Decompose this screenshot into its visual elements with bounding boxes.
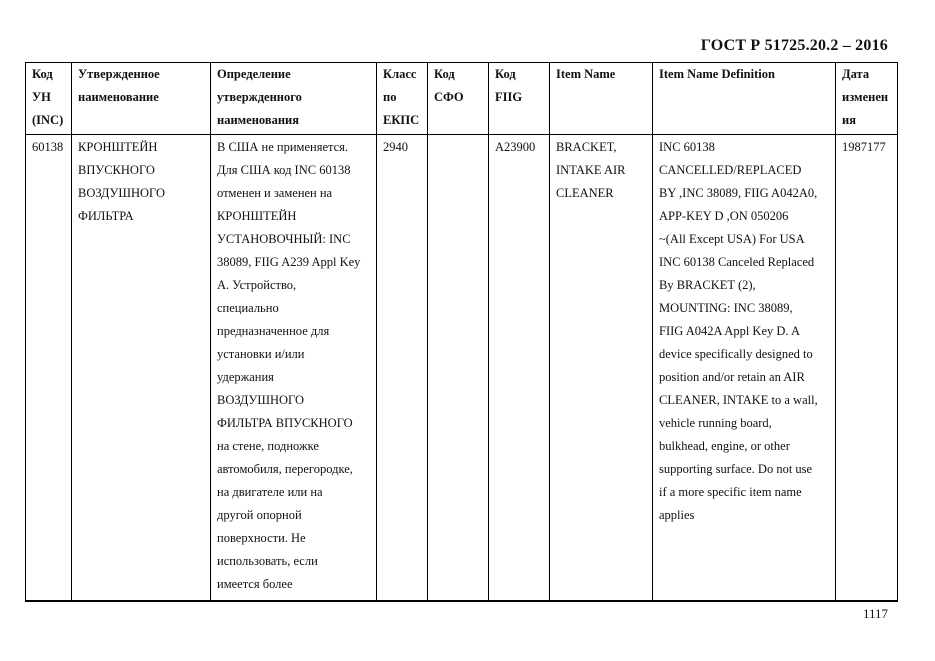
col-header-fiig-code: Код FIIG bbox=[489, 63, 550, 135]
cell-inc: 60138 bbox=[26, 135, 72, 602]
document-standard-title: ГОСТ Р 51725.20.2 – 2016 bbox=[700, 37, 888, 54]
table-header-row bbox=[26, 63, 898, 135]
cell-item-name-definition: INC 60138 CANCELLED/REPLACED BY ,INC 38089, FIIG A042A0, APP-KEY D ,ON 050206 ~(All Except USA) For USA INC 60138 Canceled Replaced By BRACKET (2), MOUNTING: INC 38089, FIIG A042A Appl Key D. A device specifically designed to position and/or retain an AIR CLEANER, INTAKE to a wall, vehicle running board, bulkhead, engine, or other supporting surface. Do not use if a more specific item name applies bbox=[653, 135, 836, 602]
col-header-inc: Код УН (INC) bbox=[26, 63, 72, 135]
col-header-approved-name: Утвержденное наименование bbox=[72, 63, 211, 135]
cell-definition: В США не применяется. Для США код INC 60138 отменен и заменен на КРОНШТЕЙН УСТАНОВОЧНЫЙ: INC 38089, FIIG A239 Appl Key A. Устройство, специально предназначенное для установки и/или удержания ВОЗДУШНОГО ФИЛЬТРА ВПУСКНОГО на стене, подножке автомобиля, перегородке, на двигателе или на другой опорной поверхности. Не использовать, если имеется более bbox=[211, 135, 377, 602]
cell-fiig-code: A23900 bbox=[489, 135, 550, 602]
cell-ekps-class: 2940 bbox=[377, 135, 428, 602]
col-header-item-name: Item Name bbox=[550, 63, 653, 135]
cell-sfo-code bbox=[428, 135, 489, 602]
col-header-ekps-class: Класс по ЕКПС bbox=[377, 63, 428, 135]
table-row bbox=[26, 135, 898, 602]
cell-change-date: 1987177 bbox=[836, 135, 898, 602]
col-header-change-date: Дата изменен ия bbox=[836, 63, 898, 135]
cell-item-name: BRACKET, INTAKE AIR CLEANER bbox=[550, 135, 653, 602]
col-header-item-name-definition: Item Name Definition bbox=[653, 63, 836, 135]
col-header-definition: Определение утвержденного наименования bbox=[211, 63, 377, 135]
col-header-sfo-code: Код СФО bbox=[428, 63, 489, 135]
cell-approved-name: КРОНШТЕЙН ВПУСКНОГО ВОЗДУШНОГО ФИЛЬТРА bbox=[72, 135, 211, 602]
page-number: 1117 bbox=[862, 606, 888, 621]
item-name-table bbox=[25, 62, 898, 602]
